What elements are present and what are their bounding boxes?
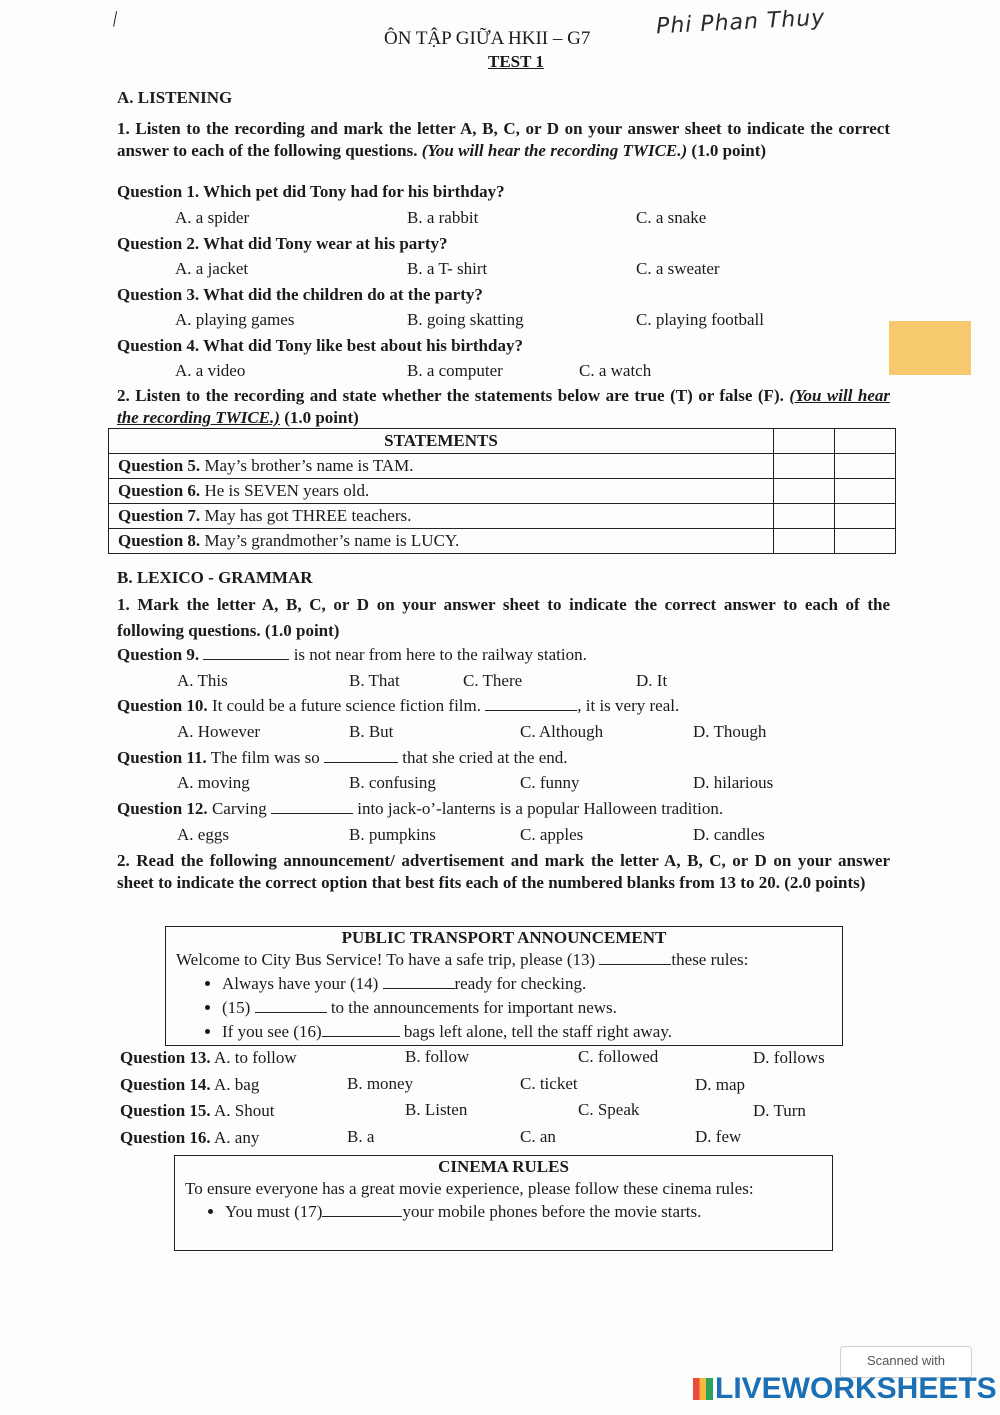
- liveworksheets-icon: [693, 1378, 713, 1400]
- q10-option-c[interactable]: C. Although: [520, 722, 604, 741]
- false-column-cell[interactable]: [835, 429, 896, 454]
- answer-blank[interactable]: [322, 1202, 402, 1217]
- table-row: [109, 504, 896, 529]
- q12-option-b[interactable]: B. pumpkins: [349, 825, 436, 844]
- q1-option-c[interactable]: C. a snake: [636, 208, 707, 227]
- q9-option-b[interactable]: B. That: [349, 671, 400, 690]
- q10-option-d[interactable]: D. Though: [693, 722, 767, 741]
- cinema-rules-list: [175, 1200, 832, 1224]
- q4-option-c[interactable]: C. a watch: [579, 361, 652, 380]
- true-column-cell[interactable]: [774, 429, 835, 454]
- question-10: Question 10. It could be a future science fiction film. , it is very real.: [117, 696, 680, 715]
- q11-option-b[interactable]: B. confusing: [349, 773, 436, 792]
- q10-option-a[interactable]: A. However: [177, 722, 261, 741]
- q14-option-c[interactable]: C. ticket: [520, 1074, 578, 1093]
- answer-blank[interactable]: [324, 748, 398, 763]
- q4-option-b[interactable]: B. a computer: [407, 361, 503, 380]
- handwritten-name: Phi Phan Thuy: [655, 5, 826, 40]
- q13-option-b[interactable]: B. follow: [405, 1047, 470, 1066]
- question-12: Question 12. Carving into jack-o’-lanterns is a popular Halloween tradition.: [117, 799, 724, 818]
- list-item: • (15) to the announcements for important news.: [222, 996, 842, 1020]
- liveworksheets-logo: LIVEWORKSHEETS: [693, 1372, 997, 1406]
- q3-option-b[interactable]: B. going skatting: [407, 310, 524, 329]
- announcement-intro: Welcome to City Bus Service! To have a safe trip, please (13) these rules:: [176, 950, 749, 969]
- listening-heading: A. LISTENING: [117, 88, 233, 107]
- q13-option-a[interactable]: A. to follow: [214, 1048, 297, 1067]
- announcement-title: PUBLIC TRANSPORT ANNOUNCEMENT: [341, 928, 667, 947]
- list-item: • Always have your (14) ready for checking.: [222, 972, 842, 996]
- answer-blank[interactable]: [322, 1022, 400, 1037]
- list-item: • If you see (16) bags left alone, tell the staff right away.: [222, 1020, 842, 1044]
- q12-option-a[interactable]: A. eggs: [177, 825, 229, 844]
- answer-t-cell[interactable]: [774, 454, 835, 479]
- q9-option-d[interactable]: D. It: [636, 671, 668, 690]
- question-9: Question 9. is not near from here to the railway station.: [117, 645, 587, 664]
- answer-f-cell[interactable]: [835, 504, 896, 529]
- question-16: Question 16. A. any: [120, 1128, 260, 1147]
- question-11: Question 11. The film was so that she cried at the end.: [117, 748, 568, 767]
- table-row: [109, 529, 896, 554]
- question-1: Question 1. Which pet did Tony had for his birthday?: [117, 182, 505, 201]
- grammar-heading: B. LEXICO - GRAMMAR: [117, 568, 313, 587]
- grammar-part2-instruction: 2. Read the following announcement/ advertisement and mark the letter A, B, C, or D on your answer sheet to indicate the correct option that best fits each of the numbered blanks from 13 to 20. (2.0 points): [117, 851, 890, 892]
- announcement-rules: [166, 972, 842, 1044]
- answer-blank[interactable]: [271, 799, 353, 814]
- points: (1.0 point): [284, 408, 359, 427]
- answer-blank[interactable]: [383, 974, 455, 989]
- answer-f-cell[interactable]: [835, 454, 896, 479]
- q15-option-b[interactable]: B. Listen: [405, 1100, 468, 1119]
- sticky-note: [889, 321, 971, 375]
- q11-option-c[interactable]: C. funny: [520, 773, 580, 792]
- question-15: Question 15. A. Shout: [120, 1101, 275, 1120]
- statement-cell: Question 6. He is SEVEN years old.: [109, 479, 774, 504]
- listening-part2-instruction: 2. Listen to the recording and state whether the statements below are true (T) or false (F). (You will hear the recording TWICE.) (1.0 point): [117, 386, 890, 427]
- q9-option-a[interactable]: A. This: [177, 671, 228, 690]
- q16-option-c[interactable]: C. an: [520, 1127, 556, 1146]
- q1-option-a[interactable]: A. a spider: [175, 208, 250, 227]
- q2-option-a[interactable]: A. a jacket: [175, 259, 249, 278]
- statement-cell: Question 5. May’s brother’s name is TAM.: [109, 454, 774, 479]
- question-4: Question 4. What did Tony like best about his birthday?: [117, 336, 523, 355]
- q14-option-a[interactable]: A. bag: [214, 1075, 260, 1094]
- table-row: [109, 454, 896, 479]
- q3-option-a[interactable]: A. playing games: [175, 310, 295, 329]
- question-14: Question 14. A. bag: [120, 1075, 260, 1094]
- q15-option-c[interactable]: C. Speak: [578, 1100, 640, 1119]
- q11-option-d[interactable]: D. hilarious: [693, 773, 774, 792]
- grammar-part1-instruction: 1. Mark the letter A, B, C, or D on your answer sheet to indicate the correct answer to each of the following questions. (1.0 point): [117, 595, 890, 640]
- cinema-intro: To ensure everyone has a great movie experience, please follow these cinema rules:: [185, 1179, 754, 1198]
- statement-cell: Question 7. May has got THREE teachers.: [109, 504, 774, 529]
- q15-option-d[interactable]: D. Turn: [753, 1101, 806, 1120]
- pen-mark: \: [106, 6, 125, 31]
- test-label: TEST 1: [488, 52, 544, 71]
- q13-option-c[interactable]: C. followed: [578, 1047, 659, 1066]
- question-2: Question 2. What did Tony wear at his party?: [117, 234, 448, 253]
- instruction-note: (You will hear the recording TWICE.): [117, 386, 890, 427]
- q15-option-a[interactable]: A. Shout: [214, 1101, 275, 1120]
- q16-option-a[interactable]: A. any: [214, 1128, 260, 1147]
- q16-option-b[interactable]: B. a: [347, 1127, 375, 1146]
- q14-option-b[interactable]: B. money: [347, 1074, 414, 1093]
- answer-t-cell[interactable]: [774, 479, 835, 504]
- q1-option-b[interactable]: B. a rabbit: [407, 208, 479, 227]
- q3-option-c[interactable]: C. playing football: [636, 310, 764, 329]
- q9-option-c[interactable]: C. There: [463, 671, 523, 690]
- q12-option-c[interactable]: C. apples: [520, 825, 584, 844]
- statement-cell: Question 8. May’s grandmother’s name is LUCY.: [109, 529, 774, 554]
- q10-option-b[interactable]: B. But: [349, 722, 394, 741]
- page-title: ÔN TẬP GIỮA HKII – G7: [384, 28, 591, 49]
- q14-option-d[interactable]: D. map: [695, 1075, 746, 1094]
- answer-t-cell[interactable]: [774, 504, 835, 529]
- answer-blank[interactable]: [599, 950, 671, 965]
- answer-blank[interactable]: [203, 645, 289, 660]
- scanned-with-badge: Scanned with: [840, 1346, 972, 1378]
- statements-header: STATEMENTS: [109, 429, 774, 454]
- cinema-title: CINEMA RULES: [438, 1157, 569, 1176]
- answer-blank[interactable]: [255, 998, 327, 1013]
- table-header-row: [109, 429, 896, 454]
- announcement-box: [165, 926, 843, 1046]
- q16-option-d[interactable]: D. few: [695, 1127, 742, 1146]
- q4-option-a[interactable]: A. a video: [175, 361, 246, 380]
- q2-option-c[interactable]: C. a sweater: [636, 259, 720, 278]
- question-3: Question 3. What did the children do at the party?: [117, 285, 483, 304]
- listening-part1-instruction: 1. Listen to the recording and mark the letter A, B, C, or D on your answer sheet to indicate the correct answer to each of the following questions. (You will hear the recording TWICE.) (1.0 point): [117, 119, 890, 160]
- question-13: Question 13. A. to follow: [120, 1048, 297, 1067]
- list-item: • You must (17) your mobile phones before the movie starts.: [225, 1200, 832, 1224]
- answer-t-cell[interactable]: [774, 529, 835, 554]
- answer-f-cell[interactable]: [835, 479, 896, 504]
- instruction-note: (You will hear the recording TWICE.): [421, 141, 688, 160]
- q12-option-d[interactable]: D. candles: [693, 825, 765, 844]
- answer-blank[interactable]: [485, 696, 577, 711]
- cinema-rules-box: [174, 1155, 833, 1251]
- statements-table: [108, 428, 896, 554]
- q2-option-b[interactable]: B. a T- shirt: [407, 259, 488, 278]
- q13-option-d[interactable]: D. follows: [753, 1048, 825, 1067]
- table-row: [109, 479, 896, 504]
- points: (1.0 point): [691, 141, 767, 160]
- answer-f-cell[interactable]: [835, 529, 896, 554]
- q11-option-a[interactable]: A. moving: [177, 773, 250, 792]
